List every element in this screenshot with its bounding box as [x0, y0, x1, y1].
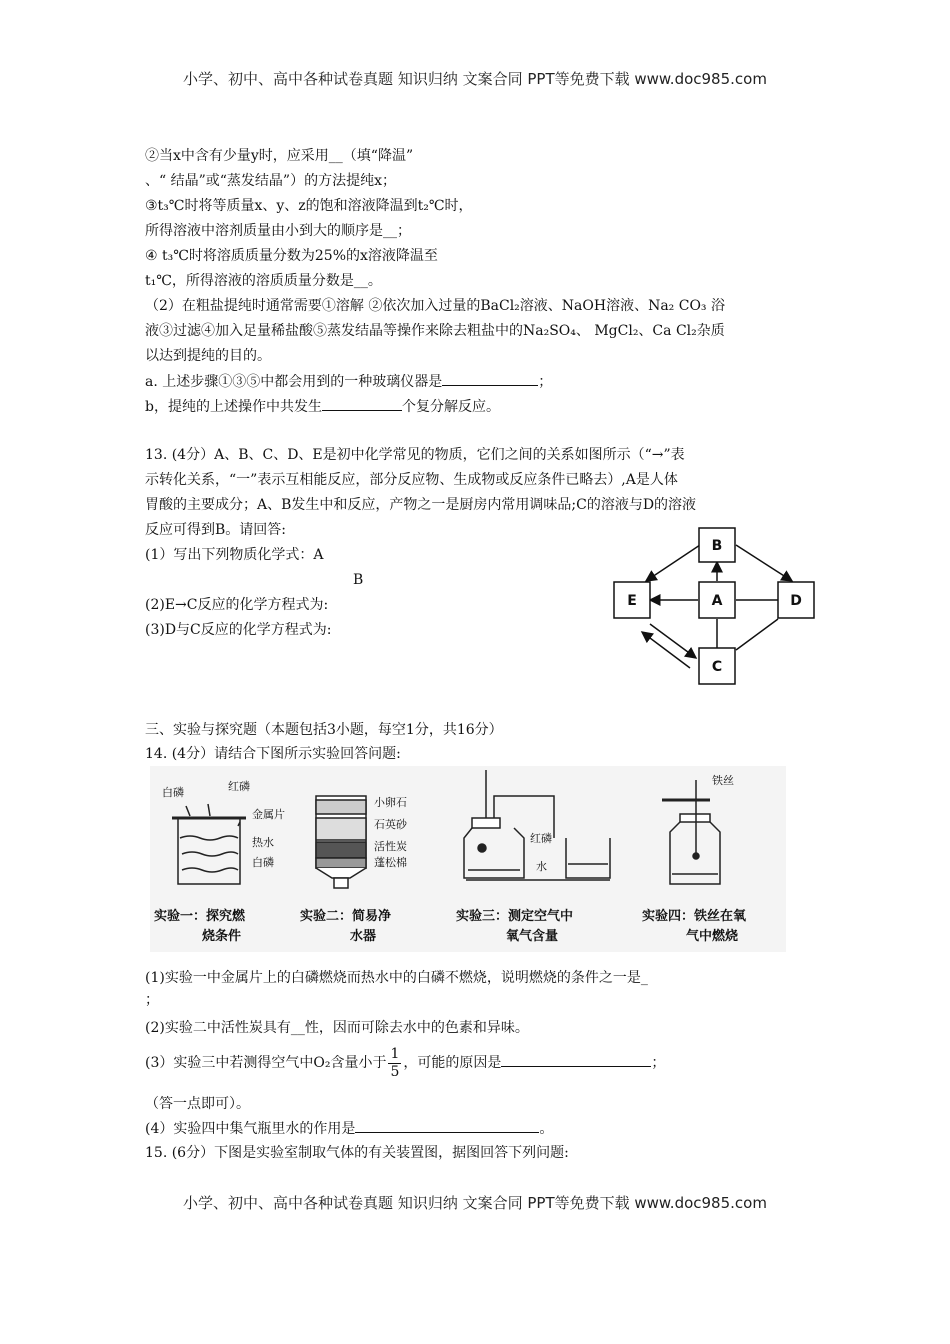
q14-answer-4: (4）实验四中集气瓶里水的作用是 。 [145, 1118, 553, 1139]
answer-blank[interactable] [501, 1052, 651, 1067]
q12-line-6: t₁℃，所得溶液的溶质质量分数是__。 [145, 273, 382, 289]
q13-line-4: 反应可得到B。请回答: [145, 522, 287, 538]
q12-line-9: 以达到提纯的目的。 [145, 348, 271, 364]
svg-text:石英砂: 石英砂 [374, 818, 407, 831]
svg-text:热水: 热水 [252, 836, 274, 849]
exp2-caption-2: 水器 [350, 929, 377, 944]
q12-line-5: ④ t₃℃时将溶质质量分数为25%的x溶液降温至 [145, 248, 438, 264]
q14-intro: 14. (4分）请结合下图所示实验回答问题: [145, 746, 401, 762]
q12-line-4: 所得溶液中溶剂质量由小到大的顺序是__； [145, 223, 411, 239]
answer-blank[interactable] [322, 396, 402, 411]
q13-line-2: 示转化关系，“一”表示互相能反应，部分反应物、生成物或反应条件已略去）,A是人体 [145, 472, 678, 488]
page-header: 小学、初中、高中各种试卷真题 知识归纳 文案合同 PPT等免费下载 www.doc985.com [183, 70, 767, 88]
exp3-caption-2: 氧气含量 [506, 929, 559, 944]
q12-line-7: （2）在粗盐提纯时通常需要①溶解 ②依次加入过量的BaCl₂溶液、NaOH溶液、Na₂ CO₃ 浴 [145, 298, 725, 314]
svg-text:白磷: 白磷 [252, 856, 274, 869]
q13-line-7: (2)E→C反应的化学方程式为: [145, 597, 329, 613]
q13-line-3: 胃酸的主要成分；A、B发生中和反应，产物之一是厨房内常用调味品;C的溶液与D的溶液 [145, 497, 697, 513]
answer-blank[interactable] [442, 371, 538, 386]
node-a-label: A [711, 593, 723, 609]
node-d-label: D [790, 593, 802, 609]
svg-text:蓬松棉: 蓬松棉 [374, 856, 407, 869]
relation-diagram [610, 520, 830, 695]
experiment-figure [150, 766, 786, 952]
q13-line-1: 13. (4分）A、B、C、D、E是初中化学常见的物质，它们之间的关系如图所示（“→”表 [145, 447, 685, 463]
q13-line-5: (1）写出下列物质化学式：A [145, 547, 324, 563]
exp3-caption-1: 实验三：测定空气中 [456, 909, 574, 924]
section-3-heading: 三、实验与探究题（本题包括3小题，每空1分，共16分） [145, 722, 503, 738]
q12-line-8: 液③过滤④加入足量稀盐酸⑤蒸发结晶等操作来除去粗盐中的Na₂SO₄、 MgCl₂、Ca Cl₂杂质 [145, 323, 725, 339]
q14-answer-3: (3）实验三中若测得空气中O₂含量小于 $\frac{1}{5}$ ，可能的原因是 ； [145, 1045, 666, 1080]
exp2-caption-1: 实验二：简易净 [300, 909, 392, 924]
q12-line-3: ③t₃℃时将等质量x、y、z的饱和溶液降温到t₂℃时， [145, 198, 473, 214]
q14-answer-3d: （答一点即可）。 [145, 1096, 250, 1112]
answer-blank[interactable] [355, 1118, 539, 1133]
page-footer: 小学、初中、高中各种试卷真题 知识归纳 文案合同 PPT等免费下载 www.doc985.com [183, 1194, 767, 1212]
exp1-caption-1: 实验一：探究燃 [154, 909, 246, 924]
q12-line-a: a. 上述步骤①③⑤中都会用到的一种玻璃仪器是 ； [145, 371, 552, 392]
q14-answer-1b: ； [145, 992, 159, 1008]
svg-text:白磷: 白磷 [162, 786, 184, 799]
q13-line-6: B [353, 572, 364, 588]
exp4-labels [712, 773, 734, 787]
q14-answer-1: (1)实验一中金属片上的白磷燃烧而热水中的白磷不燃烧，说明燃烧的条件之一是_ [145, 970, 648, 986]
q13-line-8: (3)D与C反应的化学方程式为: [145, 622, 332, 638]
q12-line-1: ②当x中含有少量y时，应采用__（填“降温” [145, 148, 414, 164]
exp1-caption-2: 烧条件 [202, 929, 242, 944]
q15-intro: 15. (6分）下图是实验室制取气体的有关装置图，据图回答下列问题: [145, 1145, 569, 1161]
svg-text:红磷: 红磷 [530, 832, 552, 845]
svg-text:活性炭: 活性炭 [374, 840, 407, 853]
q12-line-b: b，提纯的上述操作中共发生 个复分解反应。 [145, 396, 500, 417]
svg-text:小卵石: 小卵石 [374, 796, 407, 809]
node-c-label: C [711, 659, 723, 675]
node-b-label: B [711, 538, 723, 554]
svg-text:红磷: 红磷 [228, 780, 250, 793]
svg-text:水: 水 [536, 860, 547, 873]
exp4-caption-1: 实验四：铁丝在氧 [642, 909, 747, 924]
svg-text:金属片: 金属片 [252, 808, 285, 821]
fraction: $\frac{1}{5}$ [390, 1045, 400, 1080]
exp4-caption-2: 气中燃烧 [686, 929, 739, 944]
q14-answer-2: (2)实验二中活性炭具有__性，因而可除去水中的色素和异味。 [145, 1020, 529, 1036]
node-e-label: E [627, 593, 637, 609]
svg-text:铁丝: 铁丝 [712, 774, 734, 787]
q12-line-2: 、“ 结晶”或“蒸发结晶”）的方法提纯x； [145, 173, 396, 189]
